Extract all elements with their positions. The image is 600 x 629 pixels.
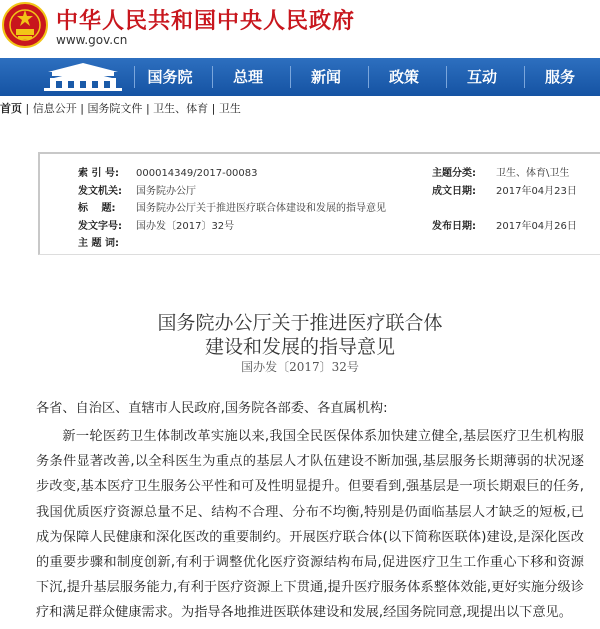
breadcrumb-separator: | [80,102,84,115]
info-row [40,235,600,253]
breadcrumb [0,98,600,120]
breadcrumb-separator: | [145,102,150,115]
issuer-label: 发文机关: [78,186,122,197]
site-title[interactable]: 中华人民共和国中央人民政府 [56,8,356,34]
index-value: 000014349/2017-00083 [136,168,258,179]
breadcrumb-home[interactable]: 首页 [0,102,22,115]
body-paragraph: 新一轮医药卫生体制改革实施以来,我国全民医保体系加快建立健全,基层医疗卫生机构服务条件显著改善,以全科医生为重点的基层人才队伍建设不断加强,基层服务长期薄弱的状况逐步改变,基本医疗卫生服务公平性和可及性明显提升。但要看到,强基层是一项长期艰巨的任务,我国优质医疗资源总量不足、结构不合理、分布不均衡,特别是仍面临基层人才缺乏的短板,已成为保障人民健康和深化医改的重要制约。开展医疗联合体(以下简称医联体)建设,是深化医改的重要步骤和制度创新,有利于调整优化医疗资源结构布局,促进医疗卫生工作重心下移和资源下沉,提升基层服务能力,有利于医疗资源上下贯通,提升医疗服务体系整体效能,更好实施分级诊疗和满足群众健康需求。为指导各地推进医联体建设和发展,经国务院同意,现提出以下意见。 [36,429,584,621]
doc-number-value: 国办发〔2017〕32号 [136,221,235,232]
nav-item-policy[interactable]: 政策 [388,68,419,86]
breadcrumb-health[interactable]: 卫生 [218,102,241,115]
info-row [40,165,600,183]
site-header [0,0,600,60]
info-row [40,200,600,218]
nav-item-state-council[interactable]: 国务院 [147,68,193,86]
written-date-label: 成文日期: [432,186,476,197]
nav-item-premier[interactable]: 总理 [232,68,263,86]
salutation: 各省、自治区、直辖市人民政府,国务院各部委、各直属机构: [36,401,388,416]
issuer-value: 国务院办公厅 [136,186,196,197]
breadcrumb-health-sports[interactable]: 卫生、体育 [153,102,209,115]
subject-value: 卫生、体育\卫生 [496,168,570,179]
keywords-label: 主 题 词: [78,238,119,249]
breadcrumb-state-council-docs[interactable]: 国务院文件 [87,102,143,115]
published-date-label: 发布日期: [432,221,476,232]
document-title-line-2: 建设和发展的指导意见 [204,336,395,358]
tiananmen-icon[interactable] [40,60,126,94]
national-emblem-icon[interactable] [2,2,48,48]
nav-item-services[interactable]: 服务 [544,68,575,86]
breadcrumb-separator: | [25,102,30,115]
title-label: 标 题: [78,203,116,214]
info-row [40,183,600,201]
document-info-table [38,152,600,255]
document-number: 国办发〔2017〕32号 [241,360,359,374]
info-row [40,218,600,236]
doc-number-label: 发文字号: [78,221,122,232]
main-nav [0,58,600,96]
breadcrumb-separator: | [211,102,216,115]
site-url[interactable]: www.gov.cn [56,33,128,47]
nav-item-interaction[interactable]: 互动 [466,68,497,86]
breadcrumb-info-disclosure[interactable]: 信息公开 [32,102,77,115]
index-label: 索 引 号: [78,168,119,179]
subject-label: 主题分类: [432,168,476,179]
nav-item-news[interactable]: 新闻 [310,68,341,86]
document-title-line-1: 国务院办公厅关于推进医疗联合体 [157,312,443,334]
published-date-value: 2017年04月26日 [496,221,577,232]
title-value: 国务院办公厅关于推进医疗联合体建设和发展的指导意见 [136,203,386,214]
written-date-value: 2017年04月23日 [496,186,577,197]
